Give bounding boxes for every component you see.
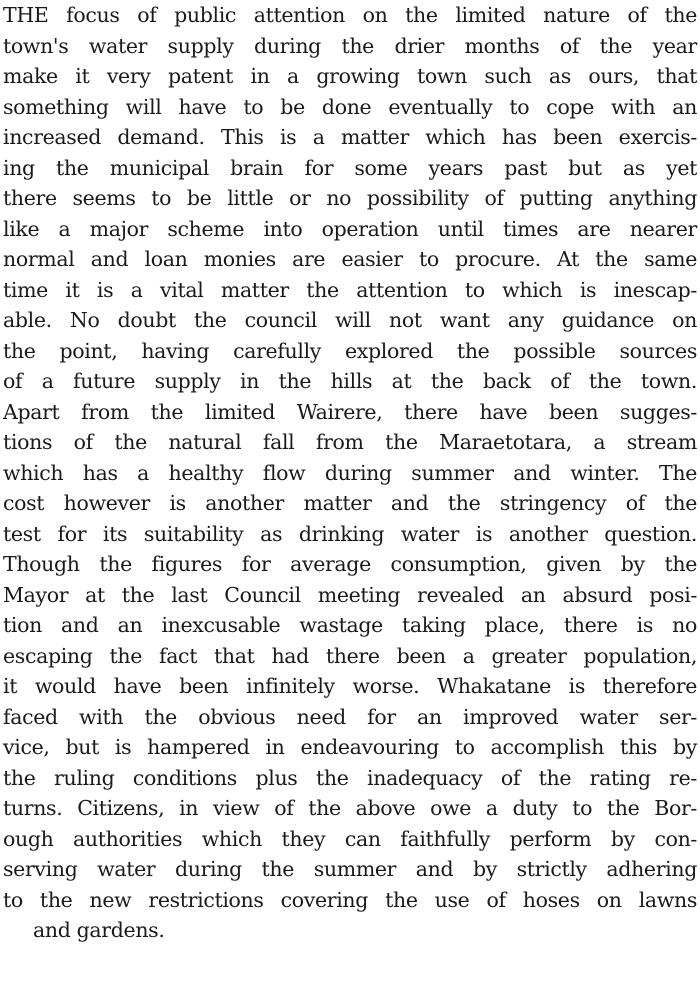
text-line: serving water during the summer and by strictly adhering xyxy=(3,857,697,881)
text-line: Though the figures for average consumption, given by the xyxy=(3,552,697,576)
text-line: THE focus of public attention on the limited nature of the xyxy=(3,3,697,27)
text-line: time it is a vital matter the attention to which is inescap- xyxy=(3,277,697,302)
text-line: Mayor at the last Council meeting revealed an absurd posi- xyxy=(3,582,697,607)
text-line: the ruling conditions plus the inadequacy of the rating re- xyxy=(3,765,697,790)
text-line: there seems to be little or no possibility of putting anything xyxy=(3,186,697,210)
text-line: vice, but is hampered in endeavouring to accomplish this by xyxy=(3,735,697,759)
text-line: the point, having carefully explored the possible sources xyxy=(3,338,697,363)
article-body xyxy=(3,0,697,946)
text-line: faced with the obvious need for an improved water ser- xyxy=(3,704,697,729)
text-line: something will have to be done eventually to cope with an xyxy=(3,94,697,119)
text-line: escaping the fact that had there been a greater population, xyxy=(3,643,697,668)
text-line: normal and loan monies are easier to procure. At the same xyxy=(3,247,697,271)
text-line: it would have been infinitely worse. Whakatane is therefore xyxy=(3,674,697,698)
text-line: tions of the natural fall from the Maraetotara, a stream xyxy=(3,430,697,454)
text-line: able. No doubt the council will not want any guidance on xyxy=(3,308,697,332)
text-line: town's water supply during the drier months of the year xyxy=(3,33,697,58)
text-line: Apart from the limited Wairere, there have been sugges- xyxy=(3,399,697,424)
text-line: ough authorities which they can faithfully perform by con- xyxy=(3,826,697,851)
text-line: make it very patent in a growing town such as ours, that xyxy=(3,64,697,88)
text-line: like a major scheme into operation until times are nearer xyxy=(3,216,697,241)
text-line: cost however is another matter and the stringency of the xyxy=(3,491,697,515)
text-line: to the new restrictions covering the use of hoses on lawns xyxy=(3,887,697,912)
text-line: tion and an inexcusable wastage taking place, there is no xyxy=(3,613,697,637)
text-line: turns. Citizens, in view of the above owe a duty to the Bor- xyxy=(3,796,697,820)
text-line: increased demand. This is a matter which has been exercis- xyxy=(3,125,697,149)
text-line: of a future supply in the hills at the back of the town. xyxy=(3,369,697,393)
text-line: which has a healthy flow during summer and winter. The xyxy=(3,460,697,485)
text-line-last: and gardens. xyxy=(33,918,165,942)
text-line: ing the municipal brain for some years past but as yet xyxy=(3,155,697,180)
text-line: test for its suitability as drinking water is another question. xyxy=(3,521,697,546)
